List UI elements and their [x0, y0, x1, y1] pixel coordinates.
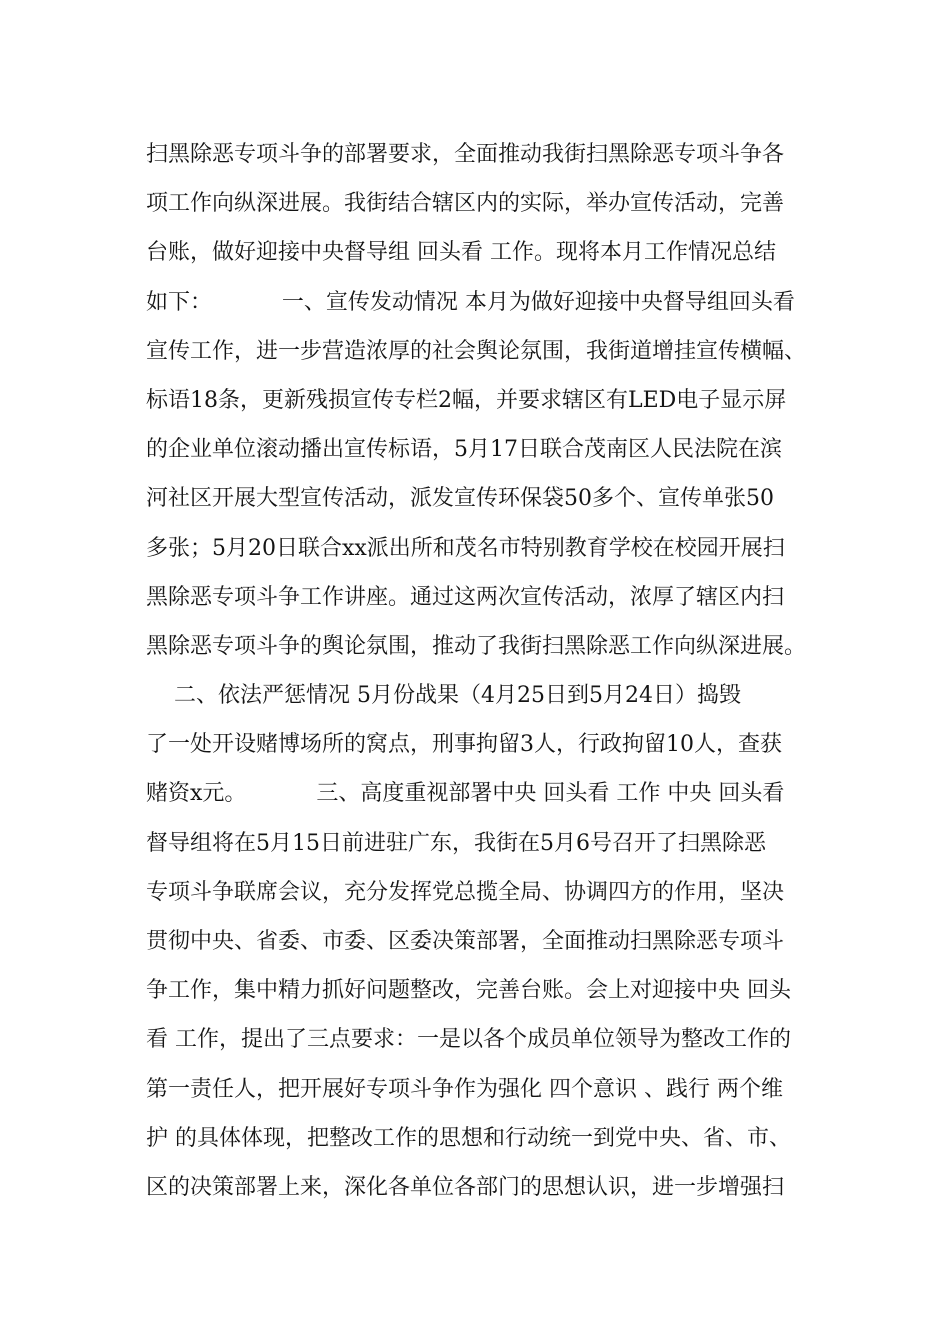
text-line: 黑除恶专项斗争工作讲座。通过这两次宣传活动，浓厚了辖区内扫	[146, 584, 785, 610]
text-line: 贯彻中央、省委、市委、区委决策部署，全面推动扫黑除恶专项斗	[146, 929, 785, 954]
text-line: 护 的具体体现，把整改工作的思想和行动统一到党中央、省、市、	[146, 1125, 791, 1151]
text-line: 扫黑除恶专项斗争的部署要求，全面推动我街扫黑除恶专项斗争各	[146, 142, 785, 167]
text-line: 如下： 一、宣传发动情况 本月为做好迎接中央督导组回头看	[146, 289, 795, 315]
text-line: 看 工作，提出了三点要求：一是以各个成员单位领导为整改工作的	[146, 1027, 791, 1053]
text-line: 多张；5月20日联合xx派出所和茂名市特别教育学校在校园开展扫	[146, 535, 785, 561]
text-line: 河社区开展大型宣传活动，派发宣传环保袋50多个、宣传单张50	[146, 486, 774, 512]
text-line: 项工作向纵深进展。我街结合辖区内的实际，举办宣传活动，完善	[146, 191, 785, 217]
body-text	[146, 130, 826, 1212]
text-line: 赌资x元。 三、高度重视部署中央 回头看 工作 中央 回头看	[146, 781, 785, 807]
text-line: 标语18条，更新残损宣传专栏2幅，并要求辖区有LED电子显示屏	[146, 387, 787, 413]
text-line: 专项斗争联席会议，充分发挥党总揽全局、协调四方的作用，坚决	[146, 879, 785, 905]
text-line: 台账，做好迎接中央督导组 回头看 工作。现将本月工作情况总结	[146, 240, 776, 266]
text-line: 宣传工作，进一步营造浓厚的社会舆论氛围，我街道增挂宣传横幅、	[146, 338, 807, 364]
text-line: 黑除恶专项斗争的舆论氛围，推动了我街扫黑除恶工作向纵深进展。	[146, 633, 807, 659]
text-line: 二、依法严惩情况 5月份战果（4月25日到5月24日）捣毁	[146, 683, 741, 709]
text-line: 区的决策部署上来，深化各单位各部门的思想认识，进一步增强扫	[146, 1174, 785, 1200]
text-line: 争工作，集中精力抓好问题整改，完善台账。会上对迎接中央 回头	[146, 978, 791, 1004]
text-line: 的企业单位滚动播出宣传标语，5月17日联合茂南区人民法院在滨	[146, 437, 782, 463]
text-line: 了一处开设赌博场所的窝点，刑事拘留3人，行政拘留10人，查获	[146, 732, 782, 758]
text-line: 第一责任人，把开展好专项斗争作为强化 四个意识 、践行 两个维	[146, 1076, 783, 1102]
text-line: 督导组将在5月15日前进驻广东，我街在5月6号召开了扫黑除恶	[146, 830, 766, 856]
